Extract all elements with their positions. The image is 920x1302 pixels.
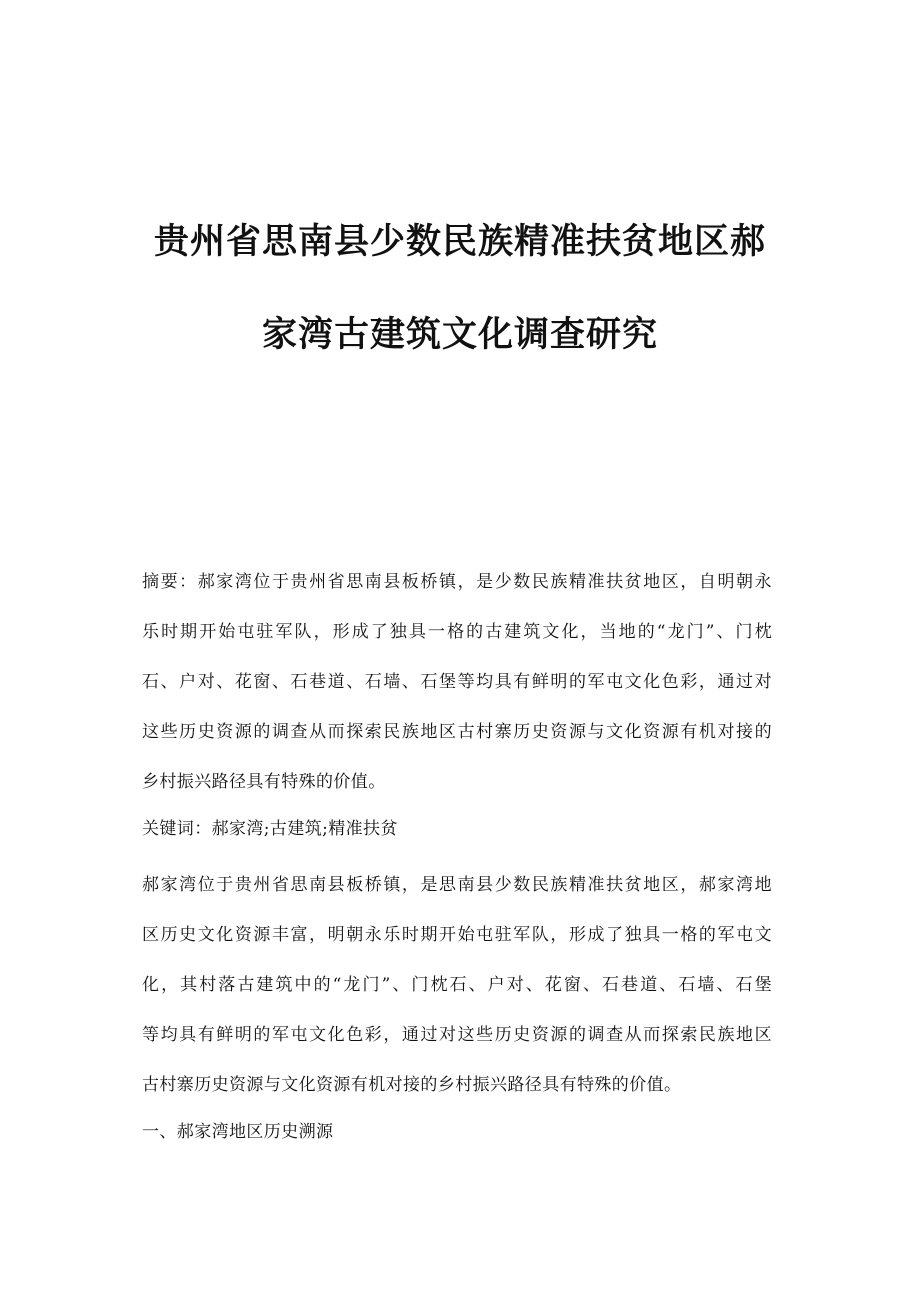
document-title-line-1: 贵州省思南县少数民族精准扶贫地区郝 [153, 221, 766, 262]
abstract-block [142, 557, 772, 807]
section-heading-text: 一、郝家湾地区历史溯源 [142, 1122, 334, 1142]
keywords-line: 关键词：郝家湾;古建筑;精准扶贫 [142, 819, 398, 839]
paragraph-line: 等均具有鲜明的军屯文化色彩，通过对这些历史资源的调查从而探索民族地区 [142, 1025, 772, 1045]
abstract-line: 乐时期开始屯驻军队，形成了独具一格的古建筑文化，当地的“龙门”、门枕 [142, 622, 772, 642]
abstract-line: 摘要：郝家湾位于贵州省思南县板桥镇，是少数民族精准扶贫地区，自明朝永 [142, 572, 772, 592]
section-heading [142, 1107, 772, 1157]
paragraph-line: 郝家湾位于贵州省思南县板桥镇，是思南县少数民族精准扶贫地区，郝家湾地 [142, 875, 772, 895]
document-title-line-2: 家湾古建筑文化调查研究 [261, 314, 658, 355]
abstract-line: 石、户对、花窗、石巷道、石墙、石堡等均具有鲜明的军屯文化色彩，通过对 [142, 672, 772, 692]
keywords-block [142, 804, 772, 854]
paragraph-line: 区历史文化资源丰富，明朝永乐时期开始屯驻军队，形成了独具一格的军屯文 [142, 925, 772, 945]
intro-paragraph [142, 860, 772, 1110]
paragraph-line: 古村寨历史资源与文化资源有机对接的乡村振兴路径具有特殊的价值。 [142, 1075, 682, 1095]
abstract-line: 这些历史资源的调查从而探索民族地区古村寨历史资源与文化资源有机对接的 [142, 722, 772, 742]
abstract-line: 乡村振兴路径具有特殊的价值。 [142, 772, 386, 792]
paragraph-line: 化，其村落古建筑中的“龙门”、门枕石、户对、花窗、石巷道、石墙、石堡 [142, 975, 772, 995]
